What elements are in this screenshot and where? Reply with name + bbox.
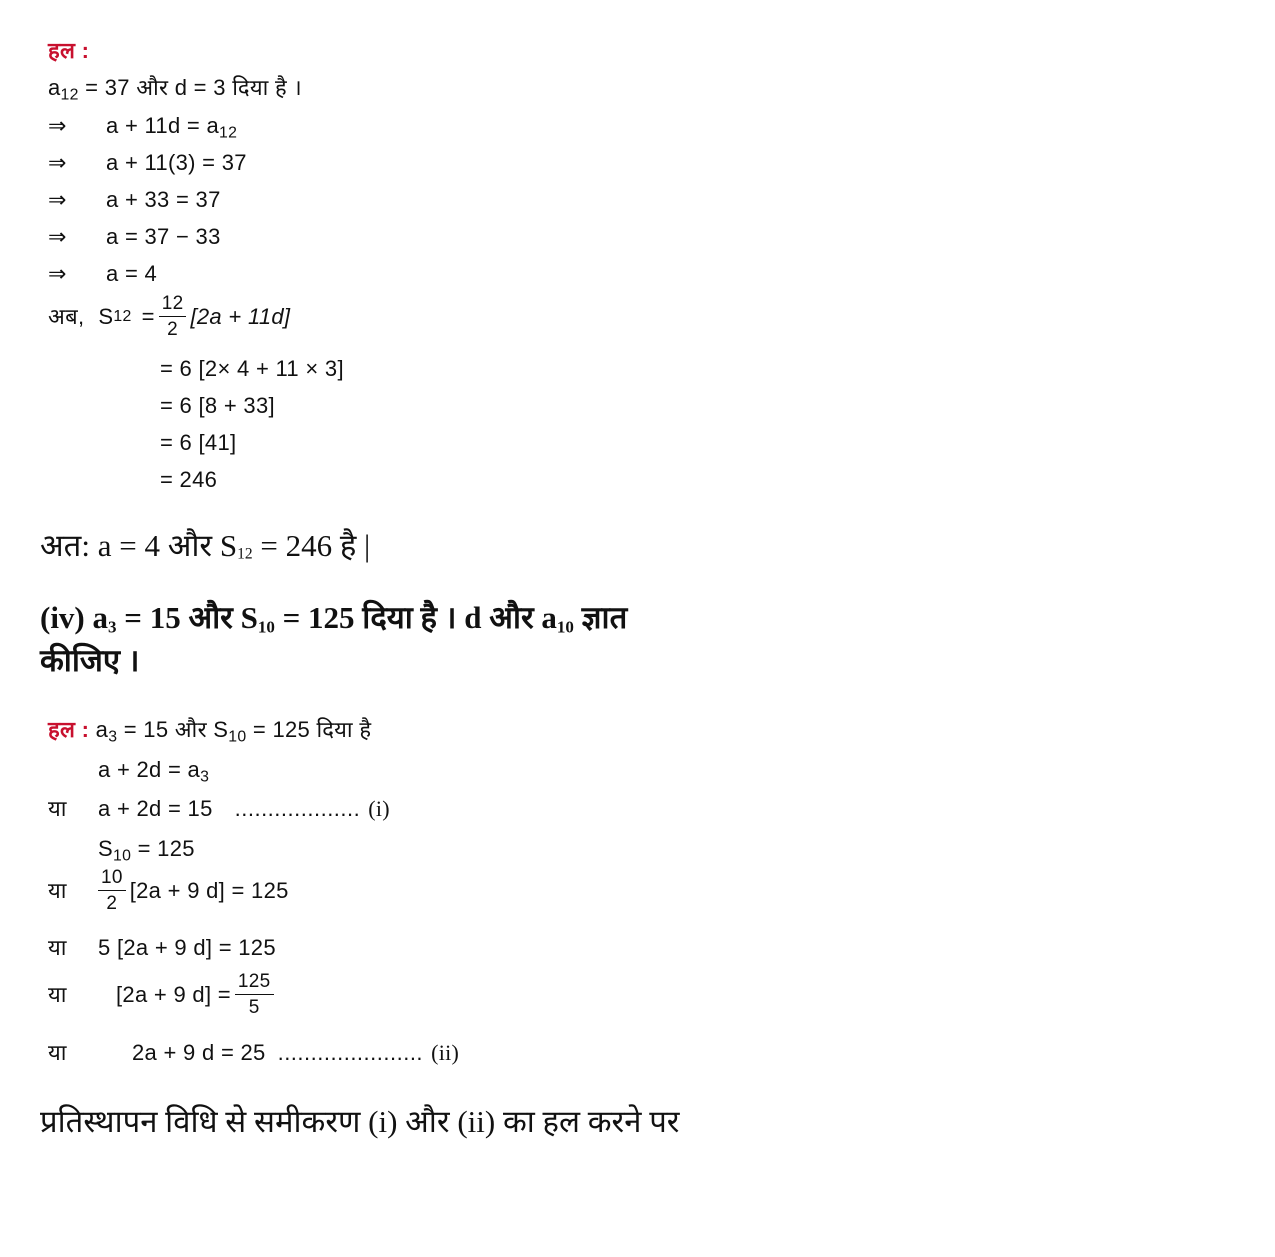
question-line-2: कीजिए । (40, 643, 140, 678)
eq-text: 2a + 9 d = 25 (132, 1040, 266, 1065)
eq7 (48, 1042, 459, 1064)
ya-label: या (48, 1040, 67, 1065)
question-subscript: 3 (108, 617, 117, 637)
bracket-expression: [2a + 11d] (190, 303, 291, 329)
conclusion-text: अत: a = 4 और S (40, 528, 238, 563)
a-subscript: 12 (60, 86, 79, 104)
sum-line-3: = 6 [41] (160, 430, 237, 455)
given-subscript: 3 (108, 728, 118, 746)
step-text: a + 33 = 37 (106, 187, 221, 212)
fraction-numerator: 10 (98, 868, 126, 891)
eq-subscript: 3 (200, 768, 210, 786)
hal-label-1 (48, 40, 89, 62)
question-text: ज्ञात (573, 600, 628, 635)
fraction-numerator: 125 (235, 972, 274, 995)
question-text: = 15 और S (116, 600, 258, 635)
hal-text: हल : (48, 717, 90, 742)
eq-text: = 125 (131, 836, 195, 861)
given-text: = 125 दिया है (246, 717, 372, 742)
conclusion-text-end: = 246 है | (252, 528, 371, 563)
equals-sign: = (141, 303, 155, 329)
eq-subscript: 10 (112, 847, 132, 865)
eq-text: [2a + 9 d] = (116, 981, 231, 1007)
ab-label: अब, (48, 303, 85, 329)
question-text: = 125 दिया है । d और a (274, 600, 557, 635)
implies-arrow-icon: ⇒ (48, 187, 67, 212)
sum-line-4: = 246 (160, 467, 218, 492)
eq-text: [2a + 9 d] = 125 (129, 877, 289, 903)
step-2 (48, 152, 247, 174)
ya-label: या (48, 877, 67, 903)
fraction-denominator: 5 (248, 997, 260, 1018)
step-4 (48, 226, 221, 248)
step-text: a = 4 (106, 261, 158, 286)
equation-tag: (ii) (431, 1040, 460, 1065)
hal-text: हल : (48, 38, 90, 63)
eq4 (48, 868, 289, 913)
ya-label: या (48, 796, 67, 821)
sum-line-1: = 6 [2× 4 + 11 × 3] (160, 356, 344, 381)
step-5 (48, 263, 157, 285)
implies-arrow-icon: ⇒ (48, 113, 67, 138)
ya-label: या (48, 981, 67, 1007)
equation-tag: (i) (368, 796, 390, 821)
given-subscript: 10 (228, 728, 247, 746)
step-1 (48, 115, 237, 141)
s-symbol: S (98, 303, 114, 329)
question-subscript: 10 (556, 617, 574, 637)
question-text: (iv) a (40, 600, 109, 635)
a-symbol: a (48, 75, 61, 100)
question-subscript: 10 (257, 617, 275, 637)
implies-arrow-icon: ⇒ (48, 150, 67, 175)
eq5 (48, 937, 276, 959)
sum-formula (48, 294, 290, 339)
implies-arrow-icon: ⇒ (48, 261, 67, 286)
given-line-2 (48, 719, 371, 745)
eq6 (48, 972, 278, 1017)
eq-text: 5 [2a + 9 d] = 125 (98, 935, 276, 960)
eq-text: a + 2d = a (98, 757, 201, 782)
leader-dots: ...................... (277, 1040, 424, 1065)
step-text: a + 11d = a (106, 113, 219, 138)
eq2 (48, 798, 390, 820)
eq1 (98, 759, 209, 785)
eq-text: a + 2d = 15 (98, 796, 213, 821)
sum-line-2: = 6 [8 + 33] (160, 393, 275, 418)
footer-text: प्रतिस्थापन विधि से समीकरण (i) और (ii) का हल करने पर (40, 1104, 680, 1139)
fraction-denominator: 2 (167, 319, 179, 340)
eq-text: S (98, 836, 113, 861)
fraction-125-5 (235, 972, 274, 1017)
implies-arrow-icon: ⇒ (48, 224, 67, 249)
given-rest: = 37 और d = 3 दिया है । (78, 75, 303, 100)
eq3 (98, 838, 195, 864)
s-subscript: 12 (113, 307, 132, 325)
given-text: = 15 और S (117, 717, 229, 742)
given-line-1 (48, 77, 302, 103)
given-text: a (95, 717, 109, 742)
fraction-denominator: 2 (106, 893, 118, 914)
step-text: a = 37 − 33 (106, 224, 221, 249)
fraction-10-2 (98, 868, 126, 913)
fraction-12-2 (159, 294, 187, 339)
leader-dots: ................... (234, 796, 361, 821)
conclusion (40, 530, 370, 562)
conclusion-subscript: 12 (237, 545, 253, 563)
step-3 (48, 189, 221, 211)
question-line-1 (40, 602, 627, 635)
step-subscript: 12 (219, 124, 238, 142)
ya-label: या (48, 935, 67, 960)
step-text: a + 11(3) = 37 (106, 150, 247, 175)
fraction-numerator: 12 (159, 294, 187, 317)
